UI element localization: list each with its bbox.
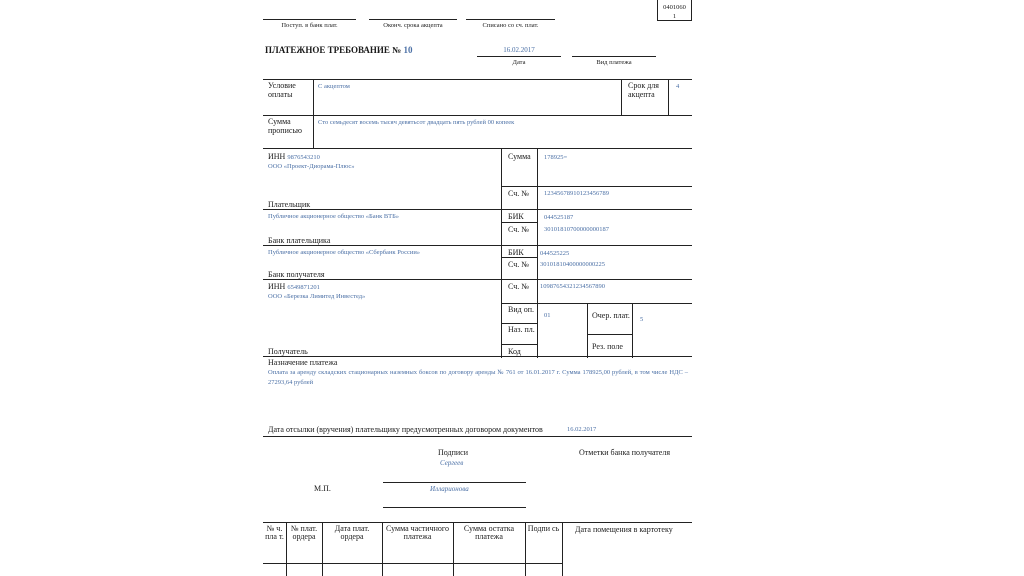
recipient-name: ООО «Березка Лимитед Инвестед»	[268, 293, 366, 300]
payer-bank-account-label: Сч. №	[508, 225, 529, 234]
acceptance-term-label: Срок для акцепта	[628, 81, 659, 99]
payer-account-value: 12345678910123456789	[544, 190, 609, 197]
bottom-table-header-5: Сумма остатка платежа	[463, 524, 515, 541]
bottom-table-col-6	[562, 522, 563, 576]
acceptance-end-line	[369, 19, 457, 20]
conditions-bottom-line	[263, 115, 692, 116]
recipient-bank-bik-line	[501, 257, 537, 258]
recipient-bank-bik-value: 044525225	[540, 250, 570, 257]
bottom-table-header-4: Сумма частичного платежа	[386, 524, 449, 541]
order-bottom-line	[587, 334, 632, 335]
debited-label: Списано со сч. плат.	[482, 22, 539, 29]
order-col-left	[587, 303, 588, 358]
form-code-sub: 1	[672, 13, 677, 20]
mp-label: М.П.	[314, 484, 331, 493]
order-label: Очер. плат.	[592, 311, 630, 320]
recipient-inn-value: 6549871201	[287, 284, 320, 291]
bank-marks-label: Отметки банка получателя	[579, 448, 671, 457]
op-type-label: Вид оп.	[508, 305, 534, 314]
purpose-code-bottom-line	[501, 344, 537, 345]
acceptance-term-value: 4	[676, 83, 680, 90]
payer-bank-name: Публичное акционерное общество «Банк ВТБ»	[268, 213, 400, 220]
debited-line	[466, 19, 555, 20]
bottom-table-header-3: Дата плат. ордера	[334, 524, 370, 541]
title-text: ПЛАТЕЖНОЕ ТРЕБОВАНИЕ №	[265, 45, 402, 55]
term-divider-left	[621, 79, 622, 115]
date-line	[477, 56, 561, 57]
amount-words-label: Сумма прописью	[268, 117, 303, 135]
form-code-box-right	[691, 0, 692, 20]
payer-sum-label: Сумма	[508, 152, 531, 161]
signature-1-line	[383, 482, 526, 483]
main-col-divider-2	[537, 148, 538, 358]
op-type-value: 01	[544, 312, 551, 319]
recipient-bank-account-value: 30101810400000000225	[540, 261, 605, 268]
payer-bank-label: Банк плательщика	[268, 236, 331, 245]
payer-bottom-line	[263, 209, 692, 210]
signature-2-line	[383, 507, 526, 508]
reserve-label: Рез. поле	[592, 342, 623, 351]
amount-words-divider	[313, 115, 314, 148]
received-label: Поступ. в банк плат.	[281, 22, 338, 29]
signature-2: Илларионова	[430, 485, 469, 493]
purpose-label: Назначение платежа	[268, 358, 338, 367]
payer-bank-bik-value: 044525187	[544, 214, 574, 221]
date-label: Дата	[512, 59, 526, 66]
payer-inn-label: ИНН	[268, 152, 286, 161]
date-value: 16.02.2017	[503, 46, 535, 54]
amount-words-value: Сто семьдесят восемь тысяч девятьсот двадцать пять рублей 00 копеек	[318, 119, 515, 126]
bottom-table-top-line	[263, 522, 692, 523]
docs-sent-bottom-line	[263, 436, 692, 437]
acceptance-end-label: Оконч. срока акцепта	[383, 22, 443, 29]
form-code: 0401060	[663, 4, 686, 11]
recipient-bank-label: Банк получателя	[268, 270, 325, 279]
recipient-account-value: 10987654321234567890	[540, 283, 605, 290]
signature-1: Сергеев	[440, 459, 464, 467]
conditions-label: Условие оплаты	[268, 81, 296, 99]
recipient-account-bottom-line	[501, 303, 692, 304]
docs-sent-date: 16.02.2017	[567, 426, 597, 433]
recipient-label: Получатель	[268, 347, 308, 356]
signatures-label: Подписи	[438, 448, 469, 457]
recipient-bank-bik-label: БИК	[508, 248, 524, 257]
op-type-bottom-line	[501, 323, 537, 324]
payer-bank-bik-label: БИК	[508, 212, 524, 221]
page-title	[265, 46, 412, 55]
main-grid-bottom-line	[263, 356, 692, 357]
payment-type-line	[572, 56, 656, 57]
order-value: 5	[640, 316, 644, 323]
payment-type-label: Вид платежа	[596, 59, 632, 66]
payer-inn-value: 9876543210	[287, 154, 320, 161]
docs-sent-label: Дата отсылки (вручения) плательщику предусмотренных договором документов	[268, 425, 543, 434]
payer-account-top-line	[501, 186, 692, 187]
recipient-bank-name: Публичное акционерное общество «Сбербанк России»	[268, 249, 421, 256]
bottom-table-header-2: № плат. ордера	[290, 524, 318, 541]
payer-sum-value: 178925=	[544, 154, 568, 161]
purpose-code-label: Наз. пл.	[508, 325, 535, 334]
document-number: 10	[403, 45, 413, 55]
payer-bank-bottom-line	[263, 245, 692, 246]
amount-words-bottom-line	[263, 148, 692, 149]
bottom-table-header-1: № ч. пла т.	[265, 524, 284, 541]
payer-bank-account-value: 30101810700000000187	[544, 226, 609, 233]
conditions-top-line	[263, 79, 692, 80]
purpose-text: Оплата за аренду складских стационарных наземных боксов по договору аренды № 761 от 16.01.2017 г. Сумма 178925,00 рублей, в том числе НДС – 27293,64 рублей	[268, 369, 688, 386]
payer-inn	[268, 152, 320, 162]
code-label: Код	[508, 347, 521, 356]
payer-account-label: Сч. №	[508, 189, 529, 198]
recipient-inn	[268, 282, 320, 292]
bottom-table-header-7: Дата помещения в картотеку	[575, 525, 673, 534]
conditions-value: С акцептом	[318, 83, 350, 90]
main-col-divider-1	[501, 148, 502, 358]
payer-label: Плательщик	[268, 200, 311, 209]
order-col-right	[632, 303, 633, 358]
bottom-table-header-6: Подпи сь	[527, 524, 560, 533]
recipient-bank-account-label: Сч. №	[508, 260, 529, 269]
received-line	[263, 19, 356, 20]
bottom-table-header-line	[263, 563, 562, 564]
payer-bank-bik-line	[501, 222, 537, 223]
recipient-account-label: Сч. №	[508, 282, 529, 291]
recipient-inn-label: ИНН	[268, 282, 286, 291]
payer-name: ООО «Проект-Диорама-Плюс»	[268, 163, 355, 170]
conditions-divider	[313, 79, 314, 115]
term-divider-right	[668, 79, 669, 115]
recipient-bank-bottom-line	[263, 279, 692, 280]
